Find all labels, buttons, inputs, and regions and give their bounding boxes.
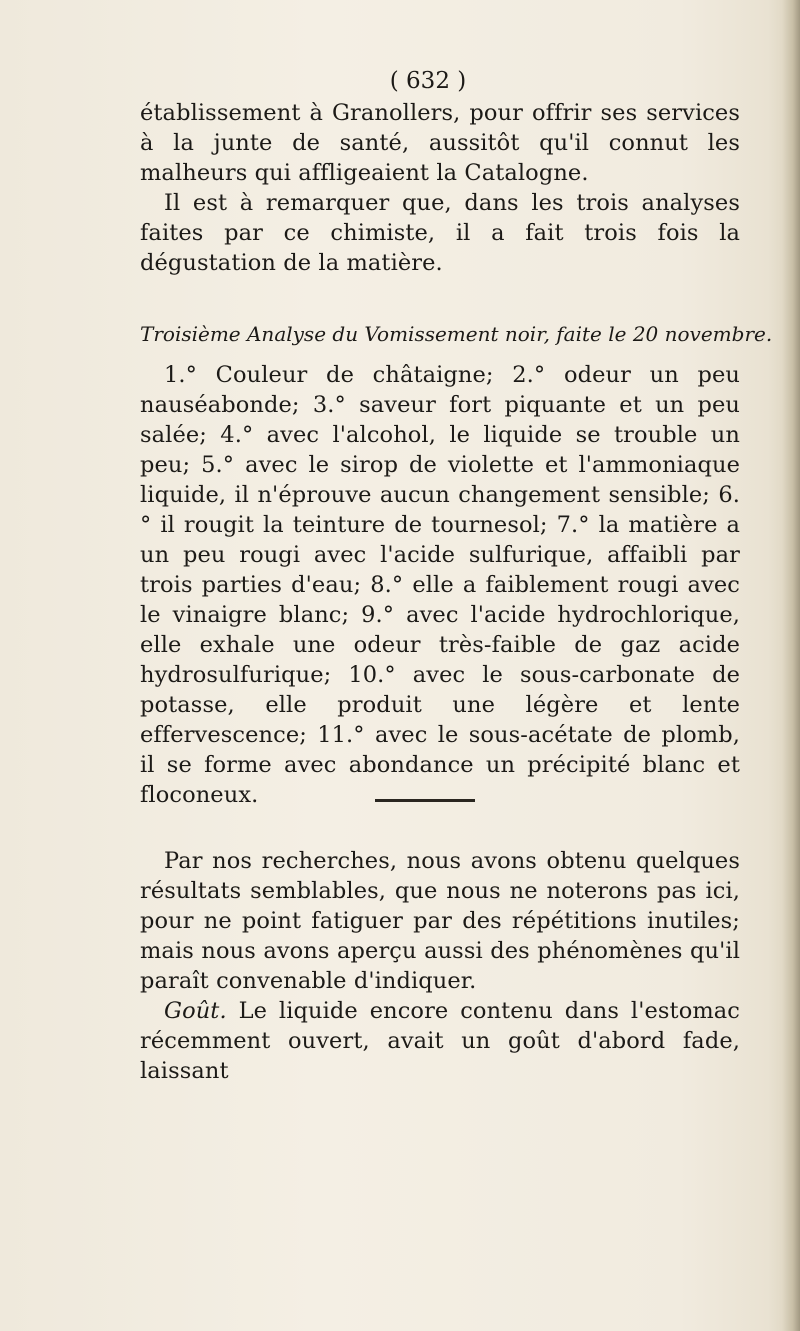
page-edge-shadow <box>782 0 800 1331</box>
page-number: ( 632 ) <box>389 68 467 94</box>
section-heading: Troisième Analyse du Vomissement noir, faite le 20 novembre. <box>140 322 773 346</box>
gout-paragraph <box>140 996 740 1086</box>
analysis-paragraph: 1.° Couleur de châtaigne; 2.° odeur un peu nauséabonde; 3.° saveur fort piquante et un peu salée; 4.° avec l'alcohol, le liquide se trouble un peu; 5.° avec le sirop de violette et l'ammoniaque liquide, il n'éprouve aucun changement sensible; 6.° il rougit la teinture de tournesol; 7.° la matière a un peu rougi avec l'acide sulfurique, affaibli par trois parties d'eau; 8.° elle a faiblement rougi avec le vinaigre blanc; 9.° avec l'acide hydrochlorique, elle exhale une odeur très-faible de gaz acide hydrosulfurique; 10.° avec le sous-carbonate de potasse, elle produit une légère et lente effervescence; 11.° avec le sous-acétate de plomb, il se forme avec abondance un précipité blanc et floconeux. <box>140 362 740 808</box>
gout-label: Goût. <box>164 998 227 1024</box>
section-divider <box>375 799 475 802</box>
results-text <box>140 846 740 1086</box>
intro-paragraph-2: Il est à remarquer que, dans les trois analyses faites par ce chimiste, il a fait trois fois la dégustation de la matière. <box>140 190 740 276</box>
intro-text <box>140 98 740 278</box>
analysis-text <box>140 360 740 810</box>
intro-paragraph-1: établissement à Granollers, pour offrir ses services à la junte de santé, aussitôt qu'il connut les malheurs qui affligeaient la Catalogne. <box>140 100 740 186</box>
gout-text: Le liquide encore contenu dans l'estomac récemment ouvert, avait un goût d'abord fade, laissant <box>140 998 740 1084</box>
results-paragraph: Par nos recherches, nous avons obtenu quelques résultats semblables, que nous ne noterons pas ici, pour ne point fatiguer par des répétitions inutiles; mais nous avons aperçu aussi des phénomènes qu'il paraît convenable d'indiquer. <box>140 848 740 994</box>
